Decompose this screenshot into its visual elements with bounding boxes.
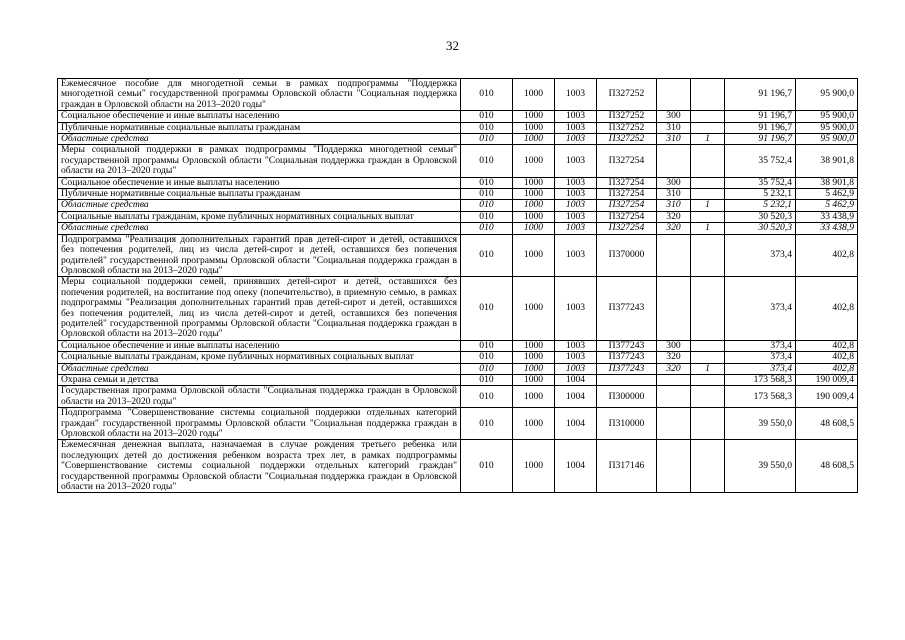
cell-amount-year-1: 5 232,1: [725, 189, 796, 200]
cell-target-article: П327254: [597, 145, 657, 177]
cell-expense-type: 320: [657, 352, 691, 363]
cell-section-code: 1000: [513, 340, 555, 351]
table-row: [58, 211, 858, 222]
cell-subsection-code: 1003: [555, 277, 597, 340]
cell-expense-type: [657, 145, 691, 177]
row-description: Социальные выплаты гражданам, кроме публичных нормативных социальных выплат: [58, 352, 461, 363]
cell-expense-type: [657, 386, 691, 408]
cell-amount-year-1: 30 520,3: [725, 223, 796, 234]
cell-section-code: 1000: [513, 386, 555, 408]
cell-amount-year-2: 95 900,0: [796, 79, 858, 111]
cell-expense-type: 320: [657, 223, 691, 234]
cell-target-article: П327252: [597, 134, 657, 145]
cell-target-article: П370000: [597, 234, 657, 277]
row-description: Подпрограмма "Совершенствование системы социальной поддержки отдельных категорий граждан" государственной программы Орловской области "Социальная поддержка граждан в Орловской области на 2013–2020 годы": [58, 408, 461, 440]
cell-funding-source: [691, 440, 725, 493]
row-description: Ежемесячная денежная выплата, назначаемая в случае рождения третьего ребенка или последующих детей до достижения ребенком возраста трех лет, в рамках подпрограммы "Совершенствование системы социальной поддержки отдельных категорий граждан" государственной программы Орловской области "Социальная поддержка граждан в Орловской области на 2013–2020 годы": [58, 440, 461, 493]
cell-section-code: 1000: [513, 200, 555, 211]
cell-section-code: 1000: [513, 211, 555, 222]
cell-section-code: 1000: [513, 177, 555, 188]
cell-admin-code: 010: [461, 340, 513, 351]
table-row: [58, 340, 858, 351]
cell-amount-year-2: 402,8: [796, 363, 858, 374]
cell-admin-code: 010: [461, 440, 513, 493]
cell-funding-source: [691, 374, 725, 385]
table-row: [58, 223, 858, 234]
cell-admin-code: 010: [461, 189, 513, 200]
cell-amount-year-1: 373,4: [725, 340, 796, 351]
table-row: [58, 111, 858, 122]
row-description: Социальное обеспечение и иные выплаты населению: [58, 340, 461, 351]
cell-admin-code: 010: [461, 223, 513, 234]
cell-subsection-code: 1003: [555, 200, 597, 211]
table-row: [58, 352, 858, 363]
cell-expense-type: 310: [657, 200, 691, 211]
cell-funding-source: [691, 111, 725, 122]
cell-amount-year-2: 95 900,0: [796, 111, 858, 122]
cell-subsection-code: 1004: [555, 374, 597, 385]
row-description: Областные средства: [58, 363, 461, 374]
cell-amount-year-2: 190 009,4: [796, 374, 858, 385]
cell-expense-type: 310: [657, 189, 691, 200]
cell-amount-year-2: 33 438,9: [796, 223, 858, 234]
cell-subsection-code: 1003: [555, 177, 597, 188]
cell-funding-source: [691, 340, 725, 351]
cell-subsection-code: 1003: [555, 352, 597, 363]
cell-amount-year-1: 39 550,0: [725, 440, 796, 493]
table-row: [58, 122, 858, 133]
cell-funding-source: [691, 79, 725, 111]
cell-admin-code: 010: [461, 122, 513, 133]
cell-target-article: П377243: [597, 340, 657, 351]
cell-amount-year-1: 373,4: [725, 352, 796, 363]
table-row: [58, 386, 858, 408]
cell-amount-year-1: 373,4: [725, 277, 796, 340]
cell-amount-year-2: 95 900,0: [796, 134, 858, 145]
cell-amount-year-1: 173 568,3: [725, 374, 796, 385]
cell-target-article: П327254: [597, 200, 657, 211]
cell-admin-code: 010: [461, 408, 513, 440]
cell-target-article: П327254: [597, 177, 657, 188]
cell-admin-code: 010: [461, 374, 513, 385]
table-row: [58, 177, 858, 188]
cell-funding-source: 1: [691, 363, 725, 374]
cell-admin-code: 010: [461, 352, 513, 363]
cell-subsection-code: 1004: [555, 440, 597, 493]
budget-table-body: [58, 79, 858, 493]
cell-admin-code: 010: [461, 200, 513, 211]
cell-target-article: П327252: [597, 79, 657, 111]
cell-funding-source: 1: [691, 223, 725, 234]
cell-subsection-code: 1003: [555, 189, 597, 200]
row-description: Государственная программа Орловской области "Социальная поддержка граждан в Орловской области на 2013–2020 годы": [58, 386, 461, 408]
cell-amount-year-1: 5 232,1: [725, 200, 796, 211]
cell-expense-type: 300: [657, 111, 691, 122]
row-description: Областные средства: [58, 134, 461, 145]
cell-amount-year-1: 91 196,7: [725, 134, 796, 145]
cell-section-code: 1000: [513, 352, 555, 363]
cell-subsection-code: 1003: [555, 122, 597, 133]
cell-admin-code: 010: [461, 145, 513, 177]
cell-funding-source: [691, 122, 725, 133]
cell-target-article: П377243: [597, 277, 657, 340]
cell-target-article: П377243: [597, 352, 657, 363]
cell-subsection-code: 1004: [555, 386, 597, 408]
cell-funding-source: [691, 145, 725, 177]
row-description: Публичные нормативные социальные выплаты гражданам: [58, 122, 461, 133]
cell-amount-year-1: 173 568,3: [725, 386, 796, 408]
cell-amount-year-1: 373,4: [725, 363, 796, 374]
row-description: Областные средства: [58, 223, 461, 234]
cell-section-code: 1000: [513, 223, 555, 234]
table-row: [58, 189, 858, 200]
cell-target-article: П377243: [597, 363, 657, 374]
cell-amount-year-1: 39 550,0: [725, 408, 796, 440]
cell-expense-type: [657, 408, 691, 440]
cell-subsection-code: 1003: [555, 363, 597, 374]
cell-target-article: П327254: [597, 189, 657, 200]
cell-admin-code: 010: [461, 211, 513, 222]
cell-admin-code: 010: [461, 277, 513, 340]
cell-target-article: П300000: [597, 386, 657, 408]
cell-target-article: П310000: [597, 408, 657, 440]
cell-amount-year-2: 38 901,8: [796, 177, 858, 188]
cell-section-code: 1000: [513, 134, 555, 145]
cell-funding-source: 1: [691, 200, 725, 211]
table-row: [58, 145, 858, 177]
cell-section-code: 1000: [513, 79, 555, 111]
cell-amount-year-2: 402,8: [796, 352, 858, 363]
cell-subsection-code: 1003: [555, 145, 597, 177]
cell-subsection-code: 1003: [555, 223, 597, 234]
table-row: [58, 440, 858, 493]
cell-amount-year-1: 373,4: [725, 234, 796, 277]
cell-admin-code: 010: [461, 363, 513, 374]
table-row: [58, 374, 858, 385]
cell-target-article: П327254: [597, 211, 657, 222]
row-description: Социальные выплаты гражданам, кроме публичных нормативных социальных выплат: [58, 211, 461, 222]
cell-amount-year-1: 30 520,3: [725, 211, 796, 222]
cell-funding-source: [691, 234, 725, 277]
table-row: [58, 277, 858, 340]
cell-expense-type: [657, 79, 691, 111]
row-description: Ежемесячное пособие для многодетной семьи в рамках подпрограммы "Поддержка многодетной семьи" государственной программы Орловской области "Социальная поддержка граждан в Орловской области на 2013–2020 годы": [58, 79, 461, 111]
cell-expense-type: 320: [657, 211, 691, 222]
cell-expense-type: 310: [657, 134, 691, 145]
cell-admin-code: 010: [461, 386, 513, 408]
cell-amount-year-1: 91 196,7: [725, 111, 796, 122]
cell-amount-year-2: 33 438,9: [796, 211, 858, 222]
cell-amount-year-2: 402,8: [796, 277, 858, 340]
cell-funding-source: [691, 408, 725, 440]
cell-admin-code: 010: [461, 79, 513, 111]
table-row: [58, 408, 858, 440]
table-row: [58, 363, 858, 374]
row-description: Областные средства: [58, 200, 461, 211]
cell-admin-code: 010: [461, 111, 513, 122]
cell-expense-type: [657, 234, 691, 277]
cell-amount-year-2: 5 462,9: [796, 189, 858, 200]
cell-funding-source: [691, 277, 725, 340]
cell-expense-type: [657, 440, 691, 493]
row-description: Социальное обеспечение и иные выплаты населению: [58, 177, 461, 188]
row-description: Подпрограмма "Реализация дополнительных гарантий прав детей-сирот и детей, оставшихся без попечения родителей, лиц из числа детей-сирот и детей, оставшихся без попечения родителей" государственной программы Орловской области "Социальная поддержка граждан в Орловской области на 2013–2020 годы": [58, 234, 461, 277]
cell-amount-year-1: 91 196,7: [725, 79, 796, 111]
cell-amount-year-2: 95 900,0: [796, 122, 858, 133]
cell-section-code: 1000: [513, 189, 555, 200]
cell-target-article: П327252: [597, 111, 657, 122]
row-description: Охрана семьи и детства: [58, 374, 461, 385]
cell-subsection-code: 1003: [555, 211, 597, 222]
cell-expense-type: [657, 374, 691, 385]
cell-admin-code: 010: [461, 177, 513, 188]
cell-section-code: 1000: [513, 440, 555, 493]
cell-subsection-code: 1004: [555, 408, 597, 440]
cell-amount-year-1: 35 752,4: [725, 145, 796, 177]
cell-funding-source: 1: [691, 134, 725, 145]
cell-amount-year-2: 48 608,5: [796, 408, 858, 440]
cell-amount-year-2: 38 901,8: [796, 145, 858, 177]
table-row: [58, 79, 858, 111]
cell-admin-code: 010: [461, 234, 513, 277]
cell-funding-source: [691, 177, 725, 188]
cell-section-code: 1000: [513, 145, 555, 177]
cell-funding-source: [691, 211, 725, 222]
cell-section-code: 1000: [513, 374, 555, 385]
cell-target-article: П327254: [597, 223, 657, 234]
cell-funding-source: [691, 189, 725, 200]
cell-expense-type: 320: [657, 363, 691, 374]
cell-expense-type: 310: [657, 122, 691, 133]
cell-target-article: П317146: [597, 440, 657, 493]
cell-subsection-code: 1003: [555, 340, 597, 351]
cell-amount-year-1: 91 196,7: [725, 122, 796, 133]
row-description: Публичные нормативные социальные выплаты гражданам: [58, 189, 461, 200]
row-description: Социальное обеспечение и иные выплаты населению: [58, 111, 461, 122]
cell-expense-type: 300: [657, 340, 691, 351]
cell-subsection-code: 1003: [555, 234, 597, 277]
cell-section-code: 1000: [513, 408, 555, 440]
cell-section-code: 1000: [513, 234, 555, 277]
cell-admin-code: 010: [461, 134, 513, 145]
table-row: [58, 134, 858, 145]
row-description: Меры социальной поддержки семей, принявших детей-сирот и детей, оставшихся без попечения родителей, на воспитание под опеку (попечительство), в приемную семью, в рамках подпрограммы "Реализация дополнительных гарантий прав детей-сирот и детей, оставшихся без попечения родителей, лиц из числа детей-сирот и детей, оставшихся без попечения родителей" государственной программы Орловской области "Социальная поддержка граждан в Орловской области на 2013–2020 годы": [58, 277, 461, 340]
cell-amount-year-2: 5 462,9: [796, 200, 858, 211]
cell-funding-source: [691, 352, 725, 363]
cell-amount-year-2: 402,8: [796, 340, 858, 351]
cell-expense-type: 300: [657, 177, 691, 188]
cell-expense-type: [657, 277, 691, 340]
cell-subsection-code: 1003: [555, 79, 597, 111]
cell-section-code: 1000: [513, 277, 555, 340]
cell-amount-year-1: 35 752,4: [725, 177, 796, 188]
cell-target-article: П327252: [597, 122, 657, 133]
cell-section-code: 1000: [513, 111, 555, 122]
cell-subsection-code: 1003: [555, 134, 597, 145]
cell-amount-year-2: 48 608,5: [796, 440, 858, 493]
cell-target-article: [597, 374, 657, 385]
row-description: Меры социальной поддержки в рамках подпрограммы "Поддержка многодетной семьи" государственной программы Орловской области "Социальная поддержка граждан в Орловской области на 2013–2020 годы": [58, 145, 461, 177]
budget-table: [57, 78, 858, 493]
cell-amount-year-2: 402,8: [796, 234, 858, 277]
cell-subsection-code: 1003: [555, 111, 597, 122]
cell-section-code: 1000: [513, 122, 555, 133]
cell-section-code: 1000: [513, 363, 555, 374]
cell-funding-source: [691, 386, 725, 408]
table-row: [58, 234, 858, 277]
page-number: 32: [446, 38, 459, 53]
cell-amount-year-2: 190 009,4: [796, 386, 858, 408]
table-row: [58, 200, 858, 211]
